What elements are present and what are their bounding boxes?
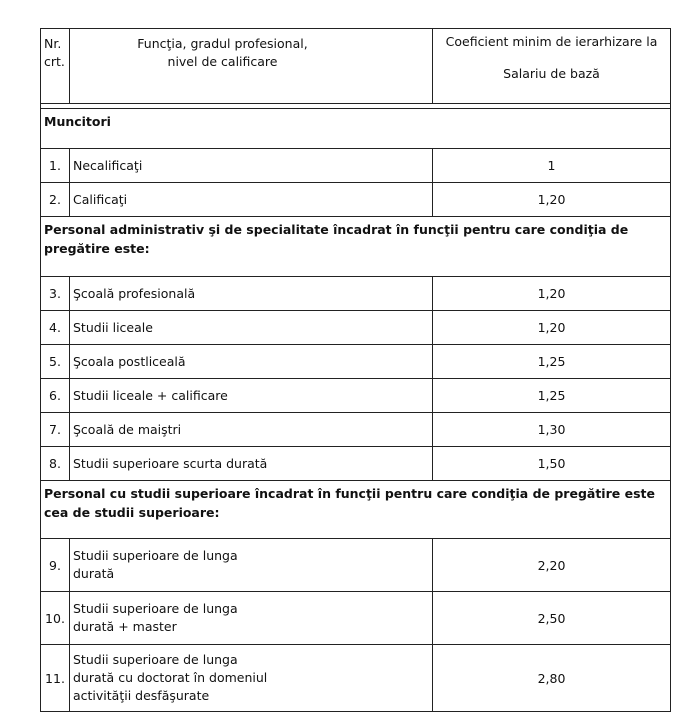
- row-number: 8.: [41, 447, 70, 481]
- row-function: [70, 592, 433, 645]
- header-function-line2: nivel de calificare: [167, 54, 278, 69]
- section-row: [41, 481, 671, 539]
- row-function-line: durată: [73, 566, 115, 581]
- table-row: [41, 311, 671, 345]
- row-number: 3.: [41, 277, 70, 311]
- row-number: 9.: [41, 539, 70, 592]
- table-row: [41, 447, 671, 481]
- row-coefficient: 2,50: [433, 592, 671, 645]
- table-row: [41, 379, 671, 413]
- row-number: 5.: [41, 345, 70, 379]
- row-number: 2.: [41, 183, 70, 217]
- header-nr-cell: [41, 29, 70, 104]
- row-number: 4.: [41, 311, 70, 345]
- table-row: [41, 277, 671, 311]
- table-row: [41, 149, 671, 183]
- row-number: 10.: [41, 592, 70, 645]
- table-row: [41, 183, 671, 217]
- row-function: Şcoala postliceală: [70, 345, 433, 379]
- section-row: [41, 217, 671, 277]
- row-function-line: Studii superioare de lunga: [73, 652, 238, 667]
- row-function: [70, 645, 433, 712]
- row-number: 7.: [41, 413, 70, 447]
- table-row: [41, 539, 671, 592]
- row-coefficient: 2,80: [433, 645, 671, 712]
- row-function: Şcoală de maiştri: [70, 413, 433, 447]
- header-coefficient-line2: Salariu de bază: [503, 66, 600, 81]
- row-function: Şcoală profesională: [70, 277, 433, 311]
- table-header-row: [41, 29, 671, 104]
- row-function: Studii superioare scurta durată: [70, 447, 433, 481]
- row-function-line: durată cu doctorat în domeniul: [73, 670, 268, 685]
- header-function-cell: [70, 29, 433, 104]
- row-function: Studii liceale: [70, 311, 433, 345]
- section-row: [41, 109, 671, 149]
- header-coefficient-cell: [433, 29, 671, 104]
- header-nr-line1: Nr.: [44, 36, 62, 51]
- row-coefficient: 2,20: [433, 539, 671, 592]
- header-coefficient-line1: Coeficient minim de ierarhizare la: [445, 34, 658, 49]
- table-row: [41, 645, 671, 712]
- row-coefficient: 1,30: [433, 413, 671, 447]
- header-function-line1: Funcţia, gradul profesional,: [137, 36, 308, 51]
- row-coefficient: 1: [433, 149, 671, 183]
- section-title: Personal cu studii superioare încadrat în funcţii pentru care condiţia de pregătire este cea de studii superioare:: [41, 481, 671, 539]
- table-row: [41, 592, 671, 645]
- row-function-line: Studii superioare de lunga: [73, 601, 238, 616]
- row-function: [70, 539, 433, 592]
- row-number: 11.: [41, 645, 70, 712]
- row-coefficient: 1,20: [433, 311, 671, 345]
- row-coefficient: 1,20: [433, 277, 671, 311]
- row-function: Necalificaţi: [70, 149, 433, 183]
- row-function-line: Studii superioare de lunga: [73, 548, 238, 563]
- section-title: Muncitori: [41, 109, 671, 149]
- row-coefficient: 1,20: [433, 183, 671, 217]
- row-function: Studii liceale + calificare: [70, 379, 433, 413]
- row-coefficient: 1,50: [433, 447, 671, 481]
- salary-coefficient-table: [40, 28, 671, 712]
- table-row: [41, 413, 671, 447]
- row-function-line: durată + master: [73, 619, 177, 634]
- row-function-line: activităţii desfăşurate: [73, 688, 210, 703]
- row-coefficient: 1,25: [433, 345, 671, 379]
- table-row: [41, 345, 671, 379]
- row-coefficient: 1,25: [433, 379, 671, 413]
- row-function: Calificaţi: [70, 183, 433, 217]
- header-nr-line2: crt.: [44, 54, 65, 69]
- row-number: 1.: [41, 149, 70, 183]
- row-number: 6.: [41, 379, 70, 413]
- section-title: Personal administrativ şi de specialitate încadrat în funcţii pentru care condiţia de pregătire este:: [41, 217, 671, 277]
